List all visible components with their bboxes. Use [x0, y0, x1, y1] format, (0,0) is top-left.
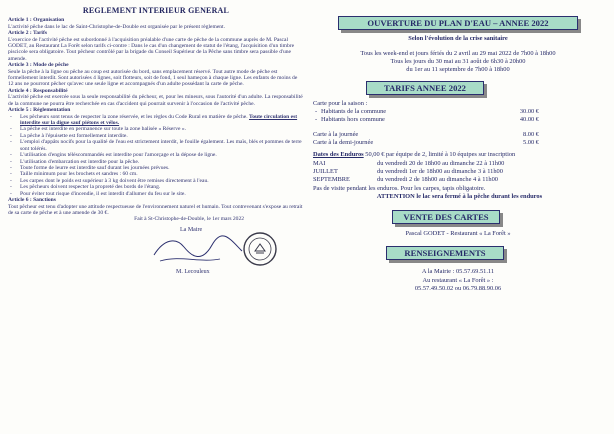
article-4-text: L'activité pêche est exercée sous la seule responsabilité du pêcheur, et, pour les mineurs, sous l'autorité d'un adulte. La responsabilité de la commune ne pourra être recherchée en cas d'accident qui pourrait survenir à l'occasion de l'activité pêche.: [8, 94, 303, 107]
sanitaire-subtitle: Selon l'évolution de la crise sanitaire: [408, 35, 508, 42]
tarif-row: [313, 131, 539, 139]
enduro-row: [313, 168, 606, 176]
signature-scribble: [150, 233, 246, 267]
article-5-item: - La pêche à l'épuisette est formellement interdite.: [8, 133, 304, 139]
signature-area: [8, 223, 304, 281]
contact-info: [310, 268, 606, 293]
article-5-intro-bold: Toute circulation est interdite sur la digue sauf piétons et vélos.: [20, 113, 298, 127]
article-5-item: - Les carpes dont le poids est supérieur à 3 kg doivent être remises directement à l'eau.: [8, 178, 304, 184]
article-5-item: - L'utilisation d'engins téléscommandés est interdite pour l'amorçage et la dépose de ligne.: [8, 152, 304, 158]
contact-line: A la Mairie : 05.57.69.51.11: [421, 268, 495, 276]
season-label: Carte pour la saison :: [313, 99, 368, 107]
vendor-name: Pascal GODET - Restaurant « La Forêt »: [405, 230, 511, 238]
tarif-label: Carte à la demi-journée: [313, 138, 374, 146]
article-5-item: - Taille minimum pour les brochets et sandres : 60 cm.: [8, 171, 304, 177]
article-5-list: [8, 114, 304, 197]
tarif-price: 8.00 €: [523, 130, 539, 138]
tarif-row: [313, 139, 539, 147]
visite-note: Pas de visite pendant les enduros. Pour les carpes, tapis obligatoire.: [313, 184, 486, 192]
article-3-text: Seule la pêche à la ligne ou pêche au coup est autorisée du bord, sans emplacement réservé. Tout autre mode de pêche est formellement interdit. Sont autorisées 4 lignes, soit flotteurs, soit de fond, 1 seul hameçon à chaque ligne. Les enfants de moins de 12 ans ne pourront pêcher qu'avec une seule ligne et accompagnés d'un adulte possédant la carte de pêche.: [8, 68, 298, 88]
fait-date: Fait à St-Christophe-de-Double, le 1er mars 2022: [134, 216, 244, 223]
article-1-text: L'activité pêche dans le lac de Saint-Christophe-de-Double est organisée par le présent règlement.: [8, 23, 225, 30]
enduro-month: SEPTEMBRE: [313, 176, 350, 184]
article-6-text: Tout pêcheur est tenu d'adopter une attitude respectueuse de l'environnement naturel et humain. Tout contrevenant s'expose au retrait de sa carte de pêche et à une amende de 30 €.: [8, 203, 303, 216]
ouverture-header: OUVERTURE DU PLAN D'EAU – ANNEE 2022: [338, 16, 578, 30]
article-1-title: Article 1 : Organisation: [8, 17, 65, 24]
dates-label: Dates des Enduros: [313, 151, 364, 159]
enduro-row: [313, 176, 606, 184]
tarif-price: 5.00 €: [523, 138, 539, 146]
article-5-item: - L'emploi d'appâts nocifs pour la qualité de l'eau est strictement interdit, le fouille également. Les maïs, blés et pommes de terre sont tolérés.: [8, 139, 304, 152]
article-5-title: Article 5 : Réglementation: [8, 107, 71, 114]
tarifs-list: [313, 100, 606, 148]
enduros-section: [313, 151, 606, 201]
article-5-item: - Toute forme de leurre est interdite sauf durant les journées prévues.: [8, 165, 304, 171]
enduro-month: JUILLET: [313, 167, 338, 175]
article-2-text: L'exercice de l'activité pêche est subordonné à l'acquisition préalable d'une carte de pêche de la commune auprès de M. Pascal GODET, au Restaurant La Forêt selon tarifs ci-contre : Dans le cas d'un changement de statut de l'étang, l'acquisition d'un timbre piscicole sera obligatoire. Tout pêcheur contrôlé par la brigade du Conseil Supérieur de la Pêche sans timbre sera passible d'une amende.: [8, 36, 295, 62]
reglement-title: REGLEMENT INTERIEUR GENERAL: [82, 6, 230, 15]
dates-line: [313, 151, 606, 159]
article-5-item: - Pour éviter tout risque d'incendie, il est interdit d'allumer du feu sur le site.: [8, 191, 304, 197]
tarif-row: [313, 108, 539, 116]
tarif-label: Carte à la journée: [313, 130, 359, 138]
article-5-item: - La pêche est interdite en permanence sur toute la zone balisée « Réserve ».: [8, 126, 304, 132]
renseignements-header: RENSEIGNEMENTS: [386, 246, 504, 260]
article-2-title: Article 2 : Tarifs: [8, 30, 47, 37]
contact-line: Au restaurant « La Forêt » :: [422, 276, 494, 284]
maire-label: La Maire: [180, 226, 203, 233]
enduro-row: [313, 160, 606, 168]
tarifs-header: TARIFS ANNEE 2022: [366, 81, 484, 95]
schedule-line: Tous les jours du 30 mai au 31 août de 6h30 à 20h00: [390, 58, 526, 66]
article-4-title: Article 4 : Responsabilité: [8, 87, 68, 94]
article-3-title: Article 3 : Mode de pêche: [8, 62, 69, 69]
article-5-item: - L'utilisation d'embarcation est interdite pour la pêche.: [8, 159, 304, 165]
enduro-dates: du vendredi 1er de 18h00 au dimanche 3 à 11h00: [377, 167, 503, 175]
article-5-intro: [8, 114, 304, 127]
enduro-dates: du vendredi 20 de 18h00 au dimanche 22 à 11h00: [377, 159, 505, 167]
article-5-intro-text: Les pêcheurs sont tenus de respecter la zone réservée, et les règles du Code Rural en matière de pêche.: [20, 113, 248, 120]
maire-name: M. Lecouleux: [176, 268, 210, 275]
dates-text: 50,00 € par équipe de 2, limité à 10 équipes sur inscription: [363, 151, 516, 159]
vente-header: VENTE DES CARTES: [392, 210, 500, 224]
tarif-label: - Habitants hors commune: [321, 116, 385, 124]
attention-note: ATTENTION le lac sera fermé à la pêche durant les enduros: [376, 192, 543, 200]
reglement-column: [8, 6, 304, 281]
tarif-label: - Habitants de la commune: [321, 107, 387, 115]
info-column: [310, 16, 606, 293]
article-6-title: Article 6 : Sanctions: [8, 197, 56, 204]
article-5-item: - Les pêcheurs doivent respecter la propreté des bords de l'étang.: [8, 184, 304, 190]
enduro-dates: du vendredi 2 de 18h00 au dimanche 4 à 11h00: [377, 176, 498, 184]
mairie-stamp-icon: [242, 231, 278, 267]
tarif-row: [313, 116, 539, 124]
opening-schedule: [310, 50, 606, 75]
contact-line: 05.57.49.50.02 ou 06.79.88.90.06: [414, 284, 502, 292]
enduro-month: MAI: [313, 159, 326, 167]
schedule-line: Tous les week-end et jours fériés du 2 avril au 29 mai 2022 de 7h00 à 18h00: [360, 50, 556, 57]
tarif-price: 30.00 €: [519, 107, 539, 115]
schedule-line: du 1er au 11 septembre de 7h00 à 18h00: [406, 66, 510, 74]
tarif-price: 40.00 €: [519, 116, 539, 124]
